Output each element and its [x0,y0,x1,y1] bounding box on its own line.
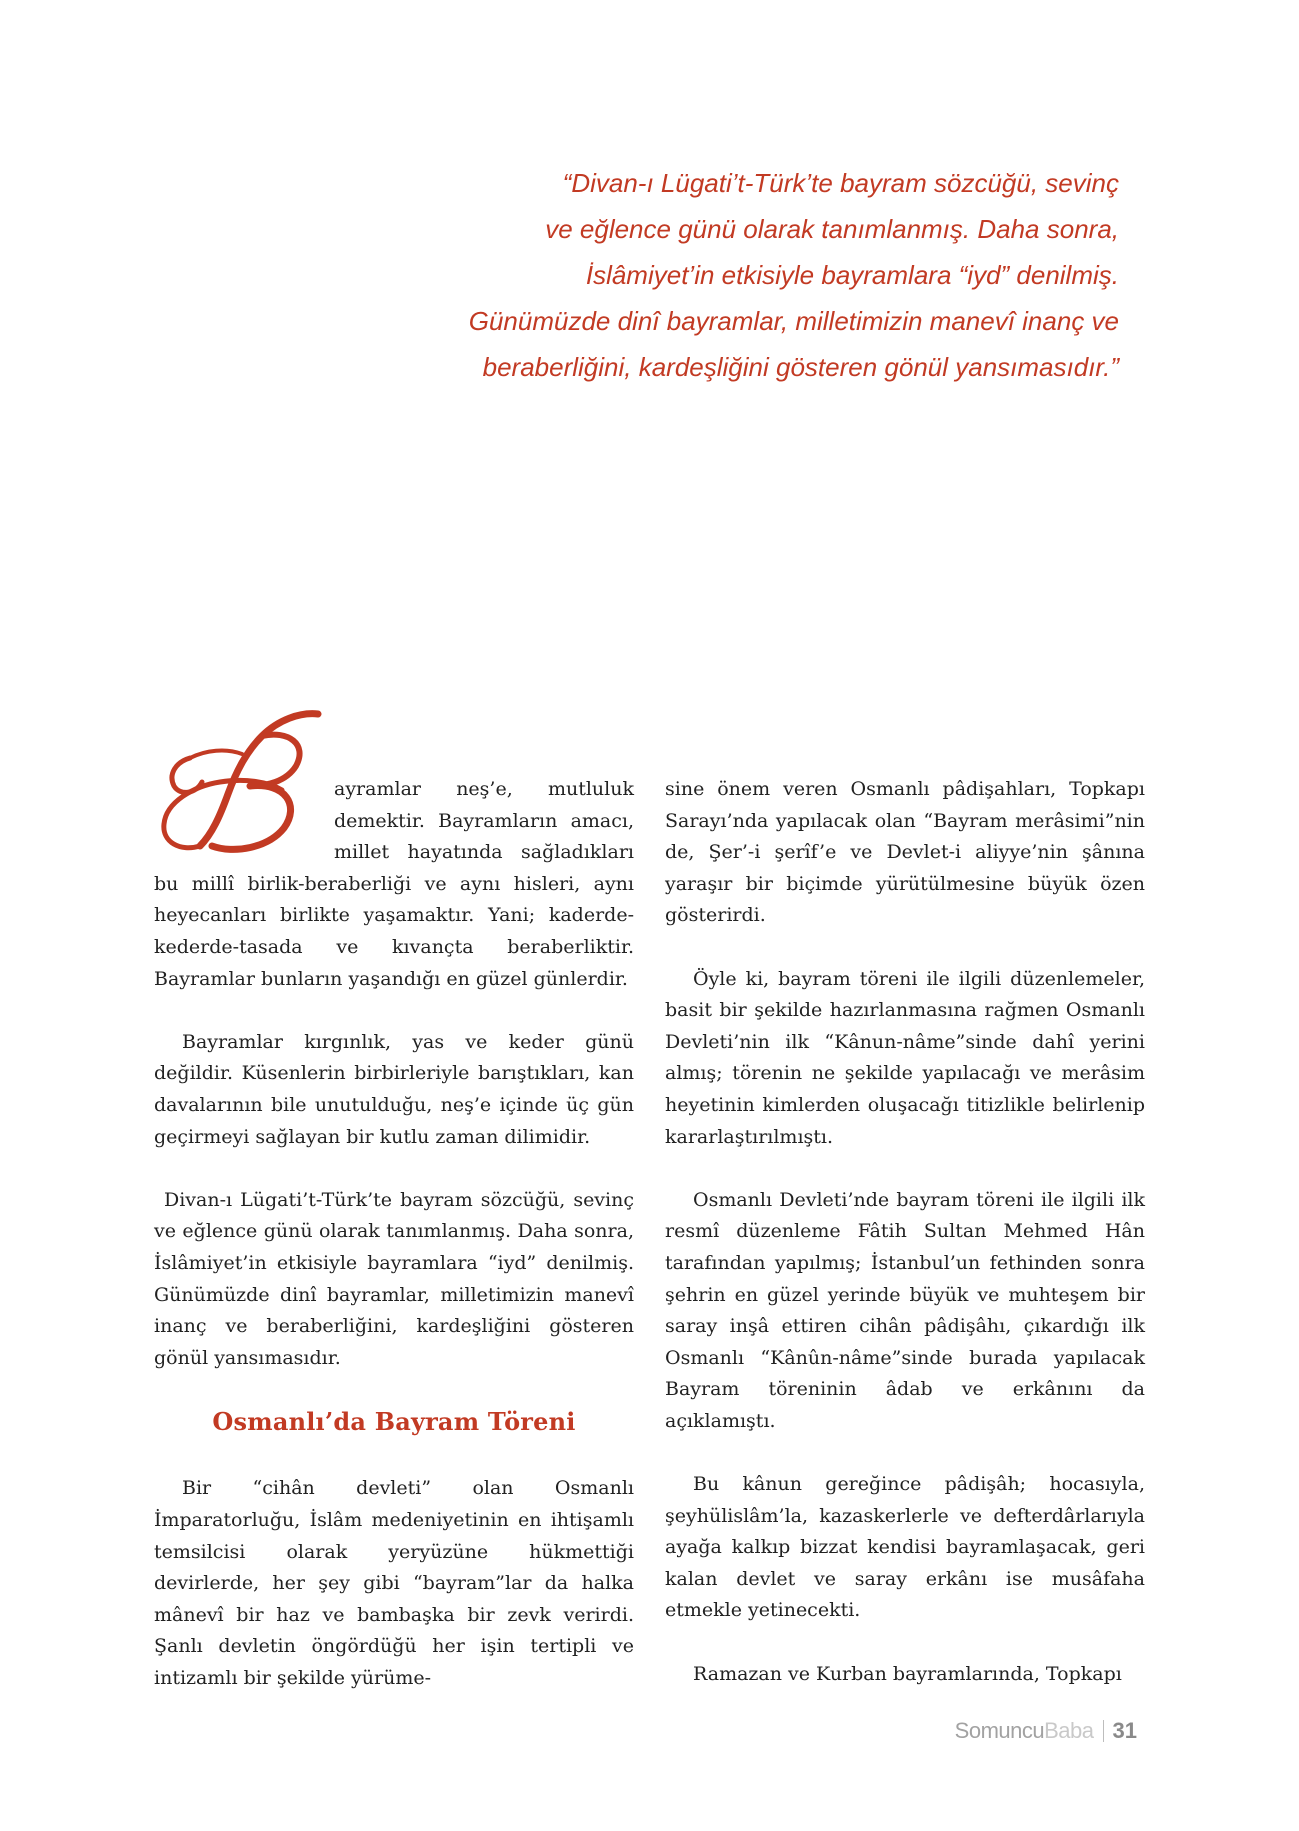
left-column [154,774,634,1726]
article-paragraph-1 [154,774,634,995]
drop-cap [150,710,324,848]
article-paragraph-5: sine önem veren Osmanlı pâdişahları, Topkapı Sarayı’nda yapılacak olan “Bayram merâsimi”nin de, Şer’-i şerîf’e ve Devlet-i aliyye’nin şânına yaraşır bir biçimde yürütülmesine büyük özen gösterirdi. [665,778,1145,927]
pull-quote-line: beraberliğini, kardeşliğini gösteren gönül yansımasıdır.” [482,352,1119,382]
pull-quote-line: İslâmiyet’in etkisiyle bayramlara “iyd” denilmiş. [585,260,1119,290]
pull-quote-line: “Divan-ı Lügati’t-Türk’te bayram sözcüğü, sevinç [562,168,1119,198]
article-paragraph-2: Bayramlar kırgınlık, yas ve keder günü değildir. Küsenlerin birbirleriyle barıştıkları, kan davalarının bile unutulduğu, neş’e içinde üç gün geçirmeyi sağlayan bir kutlu zaman dilimidir. [154,1030,634,1148]
section-heading: Osmanlı’da Bayram Töreni [212,1406,576,1436]
pull-quote-line: ve eğlence günü olarak tanımlanmış. Daha sonra, [545,214,1119,244]
drop-cap-letter-b [150,710,324,860]
article-paragraph-3: Divan-ı Lügati’t-Türk’te bayram sözcüğü, sevinç ve eğlence günü olarak tanımlanmış. Daha sonra, İslâmiyet’in etkisiyle bayramlara “iyd” denilmiş. Günümüzde dinî bayramlar, milletimizin manevî inanç ve beraberliğini, kardeşliğini gösteren gönül yansımasıdır. [154,1188,634,1369]
article-paragraph-4: Bir “cihân devleti” olan Osmanlı İmparatorluğu, İslâm medeniyetinin en ihtişamlı temsilcisi olarak yeryüzüne hükmettiği devirlerde, her şey gibi “bayram”lar da halka mânevî bir haz ve bambaşka bir zevk verirdi. Şanlı devletin öngördüğü her işin tertipli ve intizamlı bir şekilde yürüme- [154,1477,634,1690]
page-number: 31 [1112,1718,1137,1743]
article-paragraph-6: Öyle ki, bayram töreni ile ilgili düzenlemeler, basit bir şekilde hazırlanmasına rağmen Osmanlı Devleti’nin ilk “Kânun-nâme”sinde dahî yerini almış; törenin ne şekilde yapılacağı ve merâsim heyetinin kimlerden oluşacağı titizlikle belirlenip kararlaştırılmıştı. [665,967,1145,1148]
right-column [665,774,1145,1722]
magazine-name-part1: Somuncu [954,1718,1045,1743]
paragraph-text: ayramlar neş’e, mutluluk demektir. Bayramların amacı, millet hayatında sağladıkları bu millî birlik-beraberliği ve aynı hisleri, aynı heyecanları birlikte yaşamaktır. Yani; kaderde-kederde-tasada ve kıvançta beraberliktir. Bayramlar bunların yaşandığı en güzel günlerdir. [154,778,634,990]
article-paragraph-9: Ramazan ve Kurban bayramlarında, Topkapı [693,1662,1122,1685]
article-paragraph-8: Bu kânun gereğince pâdişâh; hocasıyla, şeyhülislâm’la, kazaskerlerle ve defterdârlarıyla ayağa kalkıp bizzat kendisi bayramlaşacak, geri kalan devlet ve saray erkânı ise musâfaha etmekle yetinecekti. [665,1473,1145,1622]
article-paragraph-7: Osmanlı Devleti’nde bayram töreni ile ilgili ilk resmî düzenleme Fâtih Sultan Mehmed Hân tarafından yapılmış; İstanbul’un fethinden sonra şehrin en güzel yerinde büyük ve muhteşem bir saray inşâ ettiren cihân pâdişâhı, çıkardığı ilk Osmanlı “Kânûn-nâme”sinde burada yapılacak Bayram töreninin âdab ve erkânını da açıklamıştı. [665,1188,1145,1432]
page-footer [955,1718,1137,1744]
pull-quote-line: Günümüzde dinî bayramlar, milletimizin manevî inanç ve [468,306,1119,336]
magazine-name-part2: Baba [1044,1718,1094,1743]
footer-divider [1103,1720,1104,1742]
pull-quote [359,160,1119,390]
